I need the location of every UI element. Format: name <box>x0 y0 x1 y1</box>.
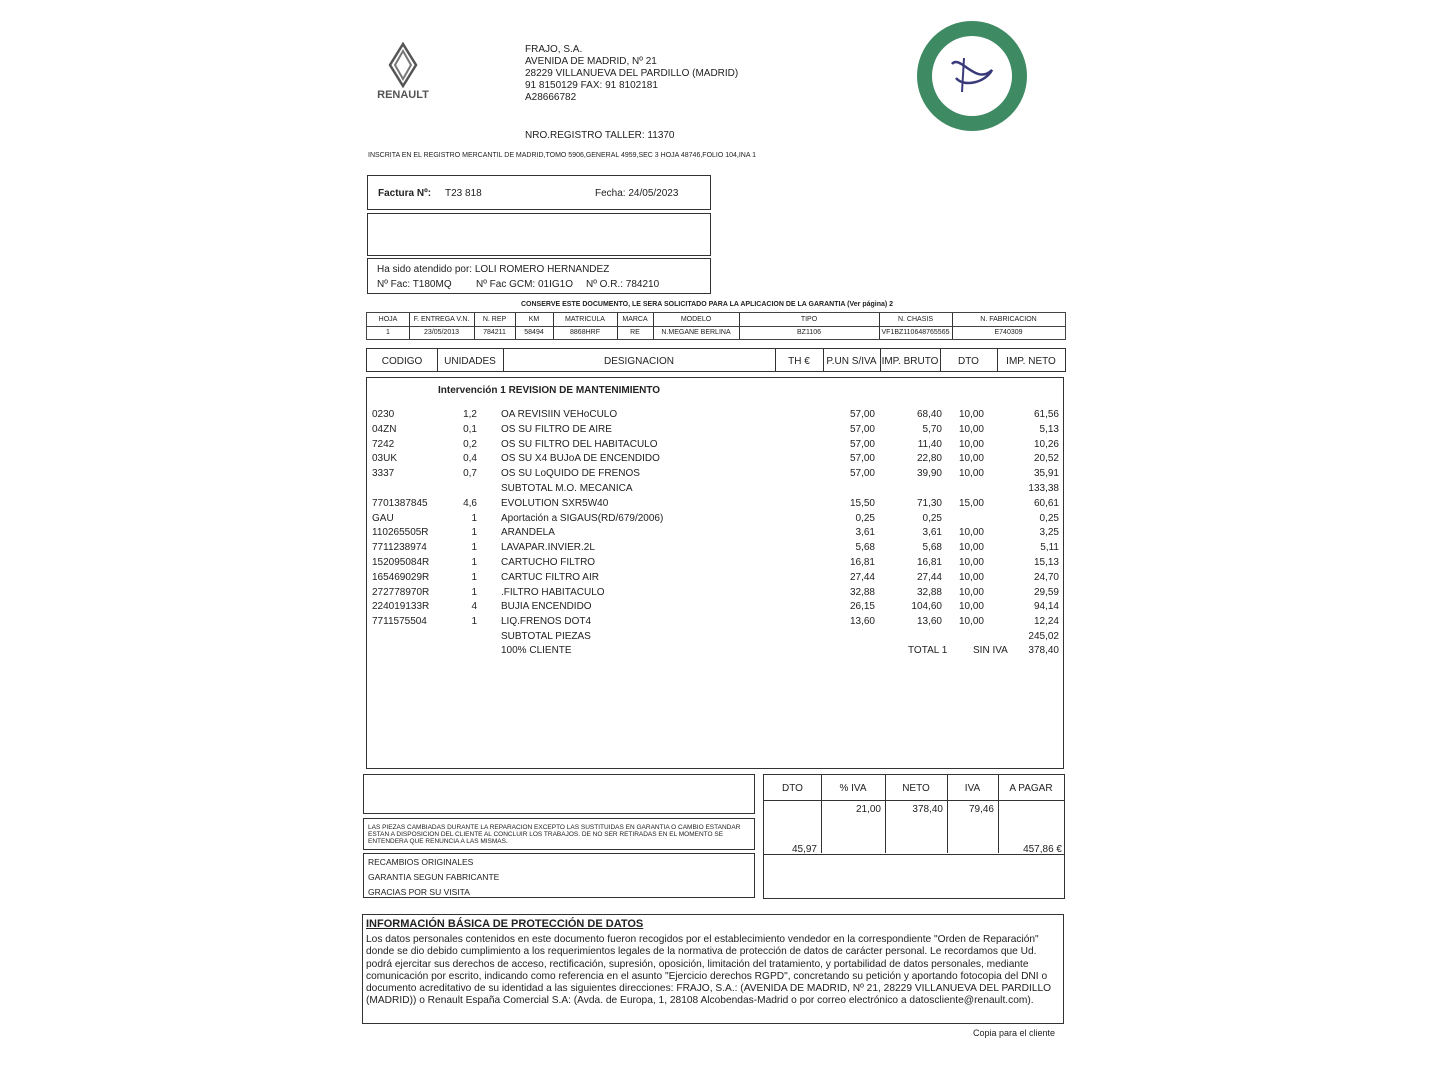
renault-diamond-icon <box>368 42 438 88</box>
line-units: 0,1 <box>463 423 477 435</box>
blank-box <box>367 213 711 256</box>
line-bruto: 32,88 <box>916 586 942 598</box>
notice-text: LAS PIEZAS CAMBIADAS DURANTE LA REPARACION EXCEPTO LAS SUSTITUIDAS EN GARANTIA O CAMBIO ESTANDAR ESTAN A DISPOSICION DEL CLIENTE AL CONCLUIR LOS TRABAJOS. DE NO SER RETIRADAS EN EL MOMENTO SE ENTENDERA QUE RENUNCIA A LAS MISMAS. <box>368 824 741 845</box>
vehicle-value-cell: 1 <box>386 329 390 336</box>
vehicle-header-cell: MARCA <box>622 316 648 323</box>
column-header-imp-neto: IMP. NETO <box>1006 356 1056 367</box>
line-desc: OS SU X4 BUJoA DE ENCENDIDO <box>501 453 660 465</box>
line-bruto: 0,25 <box>922 512 942 524</box>
line-item <box>367 527 1067 542</box>
vehicle-value-cell: 23/05/2013 <box>423 329 460 336</box>
line-units: 1 <box>471 586 477 598</box>
line-code: 0230 <box>372 409 395 420</box>
line-dto: 10,00 <box>958 616 984 628</box>
line-desc: OS SU LoQUIDO DE FRENOS <box>501 468 640 480</box>
line-desc: SUBTOTAL PIEZAS <box>501 631 591 642</box>
line-pun: 26,15 <box>849 601 875 613</box>
line-desc: SUBTOTAL M.O. MECANICA <box>501 483 633 494</box>
line-units: 0,2 <box>463 438 477 450</box>
line-neto: 245,02 <box>1028 631 1059 642</box>
line-desc: .FILTRO HABITACULO <box>501 586 605 598</box>
line-bruto: 3,61 <box>922 527 942 539</box>
line-desc: EVOLUTION SXR5W40 <box>501 497 609 509</box>
line-pun: 57,00 <box>849 453 875 465</box>
line-pun: 13,60 <box>849 616 875 628</box>
line-units: 0,4 <box>463 453 477 465</box>
company-address1: AVENIDA DE MADRID, Nº 21 <box>525 56 657 67</box>
line-neto: 35,91 <box>1033 468 1059 480</box>
line-dto: 15,00 <box>958 497 984 509</box>
line-units: 0,7 <box>463 468 477 480</box>
line-item <box>367 513 1067 528</box>
line-bruto: 104,60 <box>911 601 942 613</box>
factura-number: T23 818 <box>445 188 482 199</box>
line-pun: 0,25 <box>855 512 875 524</box>
renault-logo <box>368 42 438 104</box>
privacy-box <box>362 914 1064 1024</box>
totals-header-neto: NETO <box>902 783 930 794</box>
line-dto: 10,00 <box>958 571 984 583</box>
vehicle-header-cell: MATRICULA <box>565 316 605 323</box>
line-neto: 133,38 <box>1028 483 1059 494</box>
line-desc: CARTUCHO FILTRO <box>501 557 596 568</box>
line-desc: LIQ.FRENOS DOT4 <box>501 616 592 628</box>
line-neto: 60,61 <box>1033 497 1059 509</box>
line-neto: 0,25 <box>1039 512 1059 524</box>
line-pun: 57,00 <box>849 468 875 480</box>
line-neto: 20,52 <box>1033 453 1059 465</box>
totals-neto: 378,40 <box>912 804 943 815</box>
line-item <box>367 468 1067 483</box>
vehicle-header-cell: TIPO <box>800 316 818 323</box>
line-bruto: 68,40 <box>916 409 942 420</box>
line-neto: 61,56 <box>1033 409 1059 420</box>
company-name: FRAJO, S.A. <box>525 44 583 55</box>
vehicle-value-cell: E740309 <box>994 329 1023 336</box>
line-neto: 15,13 <box>1033 557 1059 568</box>
line-units: 1 <box>471 571 477 583</box>
line-code: 224019133R <box>372 601 430 613</box>
factura-label: Factura Nº: <box>378 188 432 199</box>
line-pun: 57,00 <box>849 423 875 435</box>
column-header-codigo: CODIGO <box>381 356 423 367</box>
line-bruto: 22,80 <box>916 453 942 465</box>
column-header-imp-bruto: IMP. BRUTO <box>881 356 939 367</box>
line-pun: 57,00 <box>849 409 875 420</box>
footer-note-2: GARANTIA SEGUN FABRICANTE <box>368 872 500 882</box>
lines-header <box>366 348 1066 372</box>
quality-seal <box>916 20 1028 132</box>
line-code: 152095084R <box>372 557 430 568</box>
vehicle-header-cell: N. CHASIS <box>897 316 933 323</box>
notice-box <box>363 818 755 850</box>
brand-name: RENAULT <box>377 89 429 101</box>
cliente-line <box>367 645 1067 660</box>
vehicle-value-cell: 8868HRF <box>570 329 600 336</box>
totals-header-a-pagar: A PAGAR <box>1009 783 1053 794</box>
column-header-pun-sin-iva: P.UN S/IVA <box>826 356 877 367</box>
nfac-gcm: Nº Fac GCM: 01IG1O <box>476 279 574 290</box>
line-bruto: 71,30 <box>916 497 942 509</box>
line-code: 04ZN <box>372 423 397 435</box>
line-neto: 24,70 <box>1033 571 1059 583</box>
column-header-dto: DTO <box>958 356 979 367</box>
lines-body <box>366 377 1064 769</box>
line-neto: 94,14 <box>1033 601 1059 613</box>
line-neto: 29,59 <box>1033 586 1059 598</box>
totals-table <box>763 774 1065 899</box>
line-pun: 15,50 <box>849 497 875 509</box>
footer-notes-box <box>363 853 755 898</box>
column-header-th-euro: TH € <box>788 356 810 367</box>
vehicle-table <box>366 312 1066 340</box>
line-item <box>367 439 1067 454</box>
line-units: 1 <box>471 512 477 524</box>
line-desc: OS SU FILTRO DEL HABITACULO <box>501 438 658 450</box>
line-code: 7242 <box>372 438 395 450</box>
line-item <box>367 601 1067 616</box>
line-units: 4,6 <box>463 497 477 509</box>
line-neto: 12,24 <box>1033 616 1059 628</box>
line-code: 7711238974 <box>372 542 427 554</box>
line-units: 4 <box>471 601 477 613</box>
line-neto: 3,25 <box>1039 527 1059 539</box>
footer-note-3: GRACIAS POR SU VISITA <box>368 887 470 897</box>
line-units: 1 <box>471 557 477 568</box>
nfac: Nº Fac: T180MQ <box>377 279 452 290</box>
line-dto: 10,00 <box>958 468 984 480</box>
line-desc: OA REVISIIN VEHoCULO <box>501 409 618 420</box>
vehicle-header-cell: MODELO <box>680 316 712 323</box>
footer-note-1: RECAMBIOS ORIGINALES <box>368 857 474 867</box>
company-address2: 28229 VILLANUEVA DEL PARDILLO (MADRID) <box>525 68 739 79</box>
line-bruto: 13,60 <box>916 616 942 628</box>
company-block <box>525 44 738 104</box>
vehicle-header-cell: KM <box>528 316 540 323</box>
totals-header-iva: IVA <box>964 783 981 794</box>
line-bruto: 5,68 <box>922 542 942 554</box>
line-bruto: 39,90 <box>916 468 942 480</box>
bottom-blank-box <box>363 774 755 814</box>
column-header-unidades: UNIDADES <box>444 356 496 367</box>
line-item <box>367 483 1067 498</box>
line-pun: 5,68 <box>855 542 875 554</box>
vehicle-value-cell: BZ1106 <box>797 329 821 336</box>
vehicle-value-cell: 58494 <box>524 329 544 336</box>
line-item <box>367 409 1067 424</box>
line-pun: 57,00 <box>849 438 875 450</box>
cliente-sin-iva: SIN IVA <box>973 645 1008 656</box>
line-desc: Aportación a SIGAUS(RD/679/2006) <box>501 512 664 524</box>
vehicle-header-cell: HOJA <box>378 316 398 323</box>
line-pun: 32,88 <box>849 586 875 598</box>
line-code: 272778970R <box>372 586 430 598</box>
cliente-desc: 100% CLIENTE <box>501 645 572 656</box>
line-code: 3337 <box>372 468 395 480</box>
invoice-date: Fecha: 24/05/2023 <box>595 188 679 199</box>
line-units: 1,2 <box>463 409 477 420</box>
line-item <box>367 616 1067 631</box>
line-item <box>367 587 1067 602</box>
line-units: 1 <box>471 616 477 628</box>
line-desc: OS SU FILTRO DE AIRE <box>501 423 612 435</box>
line-bruto: 16,81 <box>916 557 942 568</box>
cliente-amount: 378,40 <box>1028 645 1059 656</box>
line-dto: 10,00 <box>958 557 984 568</box>
conserve-note: CONSERVE ESTE DOCUMENTO, LE SERA SOLICITADO PARA LA APLICACION DE LA GARANTIA (Ver página) 2 <box>521 301 894 308</box>
column-header-designacion: DESIGNACION <box>603 356 674 367</box>
privacy-title: INFORMACIÓN BÁSICA DE PROTECCIÓN DE DATOS <box>366 918 644 930</box>
line-bruto: 27,44 <box>916 571 942 583</box>
line-units: 1 <box>471 542 477 554</box>
vehicle-header-cell: F. ENTREGA V.N. <box>413 316 470 323</box>
line-code: 7711575504 <box>372 616 427 628</box>
company-phone: 91 8150129 FAX: 91 8102181 <box>525 80 658 91</box>
line-neto: 5,11 <box>1040 542 1059 554</box>
vehicle-value-cell: 784211 <box>483 329 506 336</box>
line-desc: CARTUC FILTRO AIR <box>501 571 599 583</box>
line-bruto: 11,40 <box>917 438 942 450</box>
company-cif: A28666782 <box>525 92 577 103</box>
line-item <box>367 631 1067 646</box>
line-item <box>367 453 1067 468</box>
line-bruto: 5,70 <box>922 423 942 435</box>
line-dto: 10,00 <box>958 438 984 450</box>
line-pun: 27,44 <box>849 571 875 583</box>
totals-header-iva-pct: % IVA <box>839 783 867 794</box>
line-dto: 10,00 <box>958 409 984 420</box>
line-code: 7701387845 <box>372 497 428 509</box>
line-item <box>367 572 1067 587</box>
line-dto: 10,00 <box>958 542 984 554</box>
line-desc: BUJIA ENCENDIDO <box>501 601 592 613</box>
line-neto: 10,26 <box>1033 438 1059 450</box>
cliente-total: TOTAL 1 <box>908 645 948 656</box>
line-neto: 5,13 <box>1039 423 1059 435</box>
line-item <box>367 424 1067 439</box>
line-dto: 10,00 <box>958 423 984 435</box>
totals-iva: 79,46 <box>968 804 994 815</box>
invoice-number-box <box>367 175 711 210</box>
norden: Nº O.R.: 784210 <box>586 279 660 290</box>
line-code: GAU <box>372 512 394 524</box>
line-desc: ARANDELA <box>501 527 555 539</box>
line-code: 165469029R <box>372 571 430 583</box>
inscripcion: INSCRITA EN EL REGISTRO MERCANTIL DE MADRID,TOMO 5906,GENERAL 4959,SEC 3 HOJA 48746,FOLIO 104,INA 1 <box>368 152 756 159</box>
quality-seal-icon <box>916 20 1028 132</box>
line-dto: 10,00 <box>958 586 984 598</box>
privacy-body: Los datos personales contenidos en este documento fueron recogidos por el establecimiento vendedor en la correspondiente "Orden de Reparación" donde se dio debido cumplimiento a los requerimientos legales de la normativa de protección de datos de carácter personal. Le recordamos que Ud. podrá ejercitar sus derechos de acceso, rectificación, supresión, oposición, limitación del tratamiento, y portabilidad de datos personales, mediante comunicación por escrito, indicando como referencia en el asunto "Ejercicio derechos RGPD", concretando su petición y aportando fotocopia del DNI o documento acreditativo de su identidad a las siguientes direcciones: FRAJO, S.A.: (AVENIDA DE MADRID, Nº 21, 28229 VILLANUEVA DEL PARDILLO (MADRID)) o Renault España Comercial S.A: (Avda. de Europa, 1, 28108 Alcobendas-Madrid o por correo electrónico a datoscliente@renault.com). <box>366 934 1052 1007</box>
vehicle-value-cell: N.MEGANE BERLINA <box>661 329 731 336</box>
attended-box <box>367 258 711 294</box>
copy-label: Copia para el cliente <box>973 1028 1056 1038</box>
line-dto: 10,00 <box>958 601 984 613</box>
line-code: 03UK <box>372 453 398 465</box>
intervention-title: Intervención 1 REVISION DE MANTENIMIENTO <box>438 385 661 396</box>
line-code: 110265505R <box>372 527 429 539</box>
line-pun: 16,81 <box>849 557 875 568</box>
attended-by: Ha sido atendido por: LOLI ROMERO HERNANDEZ <box>377 264 610 275</box>
line-item <box>367 557 1067 572</box>
vehicle-header-cell: N. FABRICACION <box>980 316 1037 323</box>
line-dto: 10,00 <box>958 527 984 539</box>
vehicle-header-cell: N. REP <box>482 316 507 323</box>
line-desc: LAVAPAR.INVIER.2L <box>501 542 595 554</box>
vehicle-value-cell: VF1BZ110648765565 <box>881 329 950 336</box>
totals-iva-pct: 21,00 <box>855 804 881 815</box>
line-item <box>367 542 1067 557</box>
line-item <box>367 498 1067 513</box>
vehicle-value-cell: RE <box>630 329 640 336</box>
totals-a-pagar: 457,86 € <box>1023 844 1062 855</box>
line-units: 1 <box>471 527 477 539</box>
line-pun: 3,61 <box>855 527 875 539</box>
registro-taller: NRO.REGISTRO TALLER: 11370 <box>525 130 675 141</box>
totals-dto: 45,97 <box>791 844 817 855</box>
totals-header-dto: DTO <box>782 783 803 794</box>
line-dto: 10,00 <box>958 453 984 465</box>
